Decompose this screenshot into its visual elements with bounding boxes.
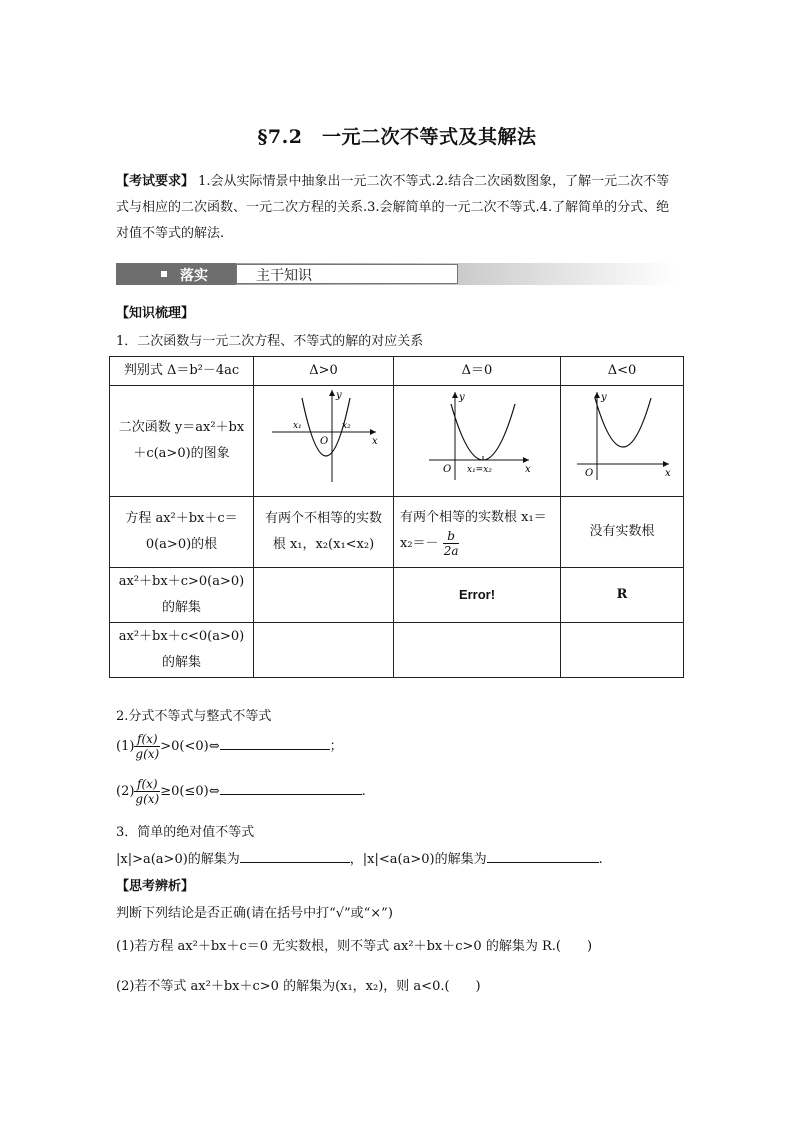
question-2: (2)若不等式 ax²＋bx＋c>0 的解集为(x₁，x₂)，则 a<0.( ) (116, 979, 481, 994)
y-axis-label: y (335, 390, 342, 401)
lt-negative-cell (561, 623, 684, 678)
origin-label: O (319, 436, 328, 447)
item1-title: 1．二次函数与一元二次方程、不等式的解的对应关系 (116, 334, 424, 349)
gt-negative-cell: R (561, 568, 684, 623)
page-title: §7.2 一元二次不等式及其解法 (257, 126, 537, 148)
table-row (110, 568, 684, 623)
question-1: (1)若方程 ax²＋bx＋c＝0 无实数根，则不等式 ax²＋bx＋c>0 的解集为 R.( ) (116, 939, 593, 954)
double-root-label: x₁=x₂ (467, 465, 492, 475)
lt-positive-cell (254, 623, 394, 678)
neg-b-over-2a-fraction: $\frac{b}{2a}$ (443, 528, 459, 558)
item3-title: 3．简单的绝对值不等式 (116, 825, 255, 840)
origin-label: O (585, 468, 594, 479)
roots-zero-text: 有两个相等的实数根 x₁＝x₂＝－ (400, 509, 547, 551)
correspondence-table (109, 356, 684, 678)
roots-negative: 没有实数根 (561, 497, 684, 568)
banner-right-label: 主干知识 (256, 268, 312, 284)
fx-over-gx-fraction: $\frac{f(x)}{g(x)}$ (135, 777, 160, 806)
table-header-cell: Δ<0 (561, 357, 684, 386)
x1-label: x₁ (292, 421, 302, 431)
origin-label: O (443, 464, 452, 475)
gt-zero-cell: Error! (394, 568, 561, 623)
graph-row-label: 二次函数 y＝ax²＋bx＋c(a>0)的图象 (110, 386, 254, 497)
requirements-label: 【考试要求】 (116, 174, 195, 189)
lt-row-label: ax²＋bx＋c<0(a>0)的解集 (110, 623, 254, 678)
roots-positive: 有两个不相等的实数根 x₁，x₂(x₁<x₂) (254, 497, 394, 568)
judge-intro: 判断下列结论是否正确(请在括号中打“√”或“×”) (116, 906, 393, 921)
answer-blank[interactable] (240, 848, 350, 863)
root-row-label: 方程 ax²＋bx＋c＝0(a>0)的根 (110, 497, 254, 568)
table-row (110, 386, 684, 497)
table-header-cell: Δ＝0 (394, 357, 561, 386)
x-axis-label: x (525, 464, 531, 475)
lt-zero-cell (394, 623, 561, 678)
item2-line1: (1) $\frac{f(x)}{g(x)}$ >0(<0)⇔ ； (116, 732, 343, 761)
x-axis-label: x (371, 436, 378, 447)
table-row (110, 357, 684, 386)
think-label: 【思考辨析】 (116, 879, 195, 894)
y-axis-label: y (601, 392, 607, 403)
item2-line2: (2) $\frac{f(x)}{g(x)}$ ≥0(≤0)⇔ . (116, 777, 366, 806)
item3-line: |x|>a(a>0)的解集为 ，|x|<a(a>0)的解集为 . (116, 848, 603, 867)
item2-title: 2.分式不等式与整式不等式 (116, 709, 272, 724)
parabola-two-roots-graph (264, 386, 384, 486)
parabola-one-root-graph (417, 386, 537, 486)
graph-cell-zero (394, 386, 561, 497)
banner-left-label: 落实 (180, 268, 208, 284)
gt-positive-cell (254, 568, 394, 623)
requirements-text: 1.会从实际情景中抽象出一元二次不等式.2.结合二次函数图象，了解一元二次不等式与相应的二次函数、一元二次方程的关系.3.会解简单的一元二次不等式.4.了解简单的分式、绝对值不等式的解法. (116, 174, 670, 241)
answer-blank[interactable] (220, 780, 362, 795)
x2-label: x₂ (341, 421, 351, 431)
section-banner (116, 263, 676, 285)
fx-over-gx-fraction: $\frac{f(x)}{g(x)}$ (135, 732, 160, 761)
table-row (110, 497, 684, 568)
x-axis-label: x (665, 468, 671, 479)
table-header-cell: 判别式 Δ＝b²－4ac (110, 357, 254, 386)
exam-requirements (116, 169, 682, 247)
parabola-no-root-graph (567, 386, 677, 486)
square-bullet-icon (161, 271, 167, 277)
gt-row-label: ax²＋bx＋c>0(a>0)的解集 (110, 568, 254, 623)
answer-blank[interactable] (487, 848, 599, 863)
answer-blank[interactable] (220, 735, 330, 750)
knowledge-label: 【知识梳理】 (116, 306, 195, 321)
roots-zero (394, 497, 561, 568)
graph-cell-positive (254, 386, 394, 497)
table-header-cell: Δ>0 (254, 357, 394, 386)
table-row (110, 623, 684, 678)
graph-cell-negative (561, 386, 684, 497)
y-axis-label: y (459, 392, 465, 403)
